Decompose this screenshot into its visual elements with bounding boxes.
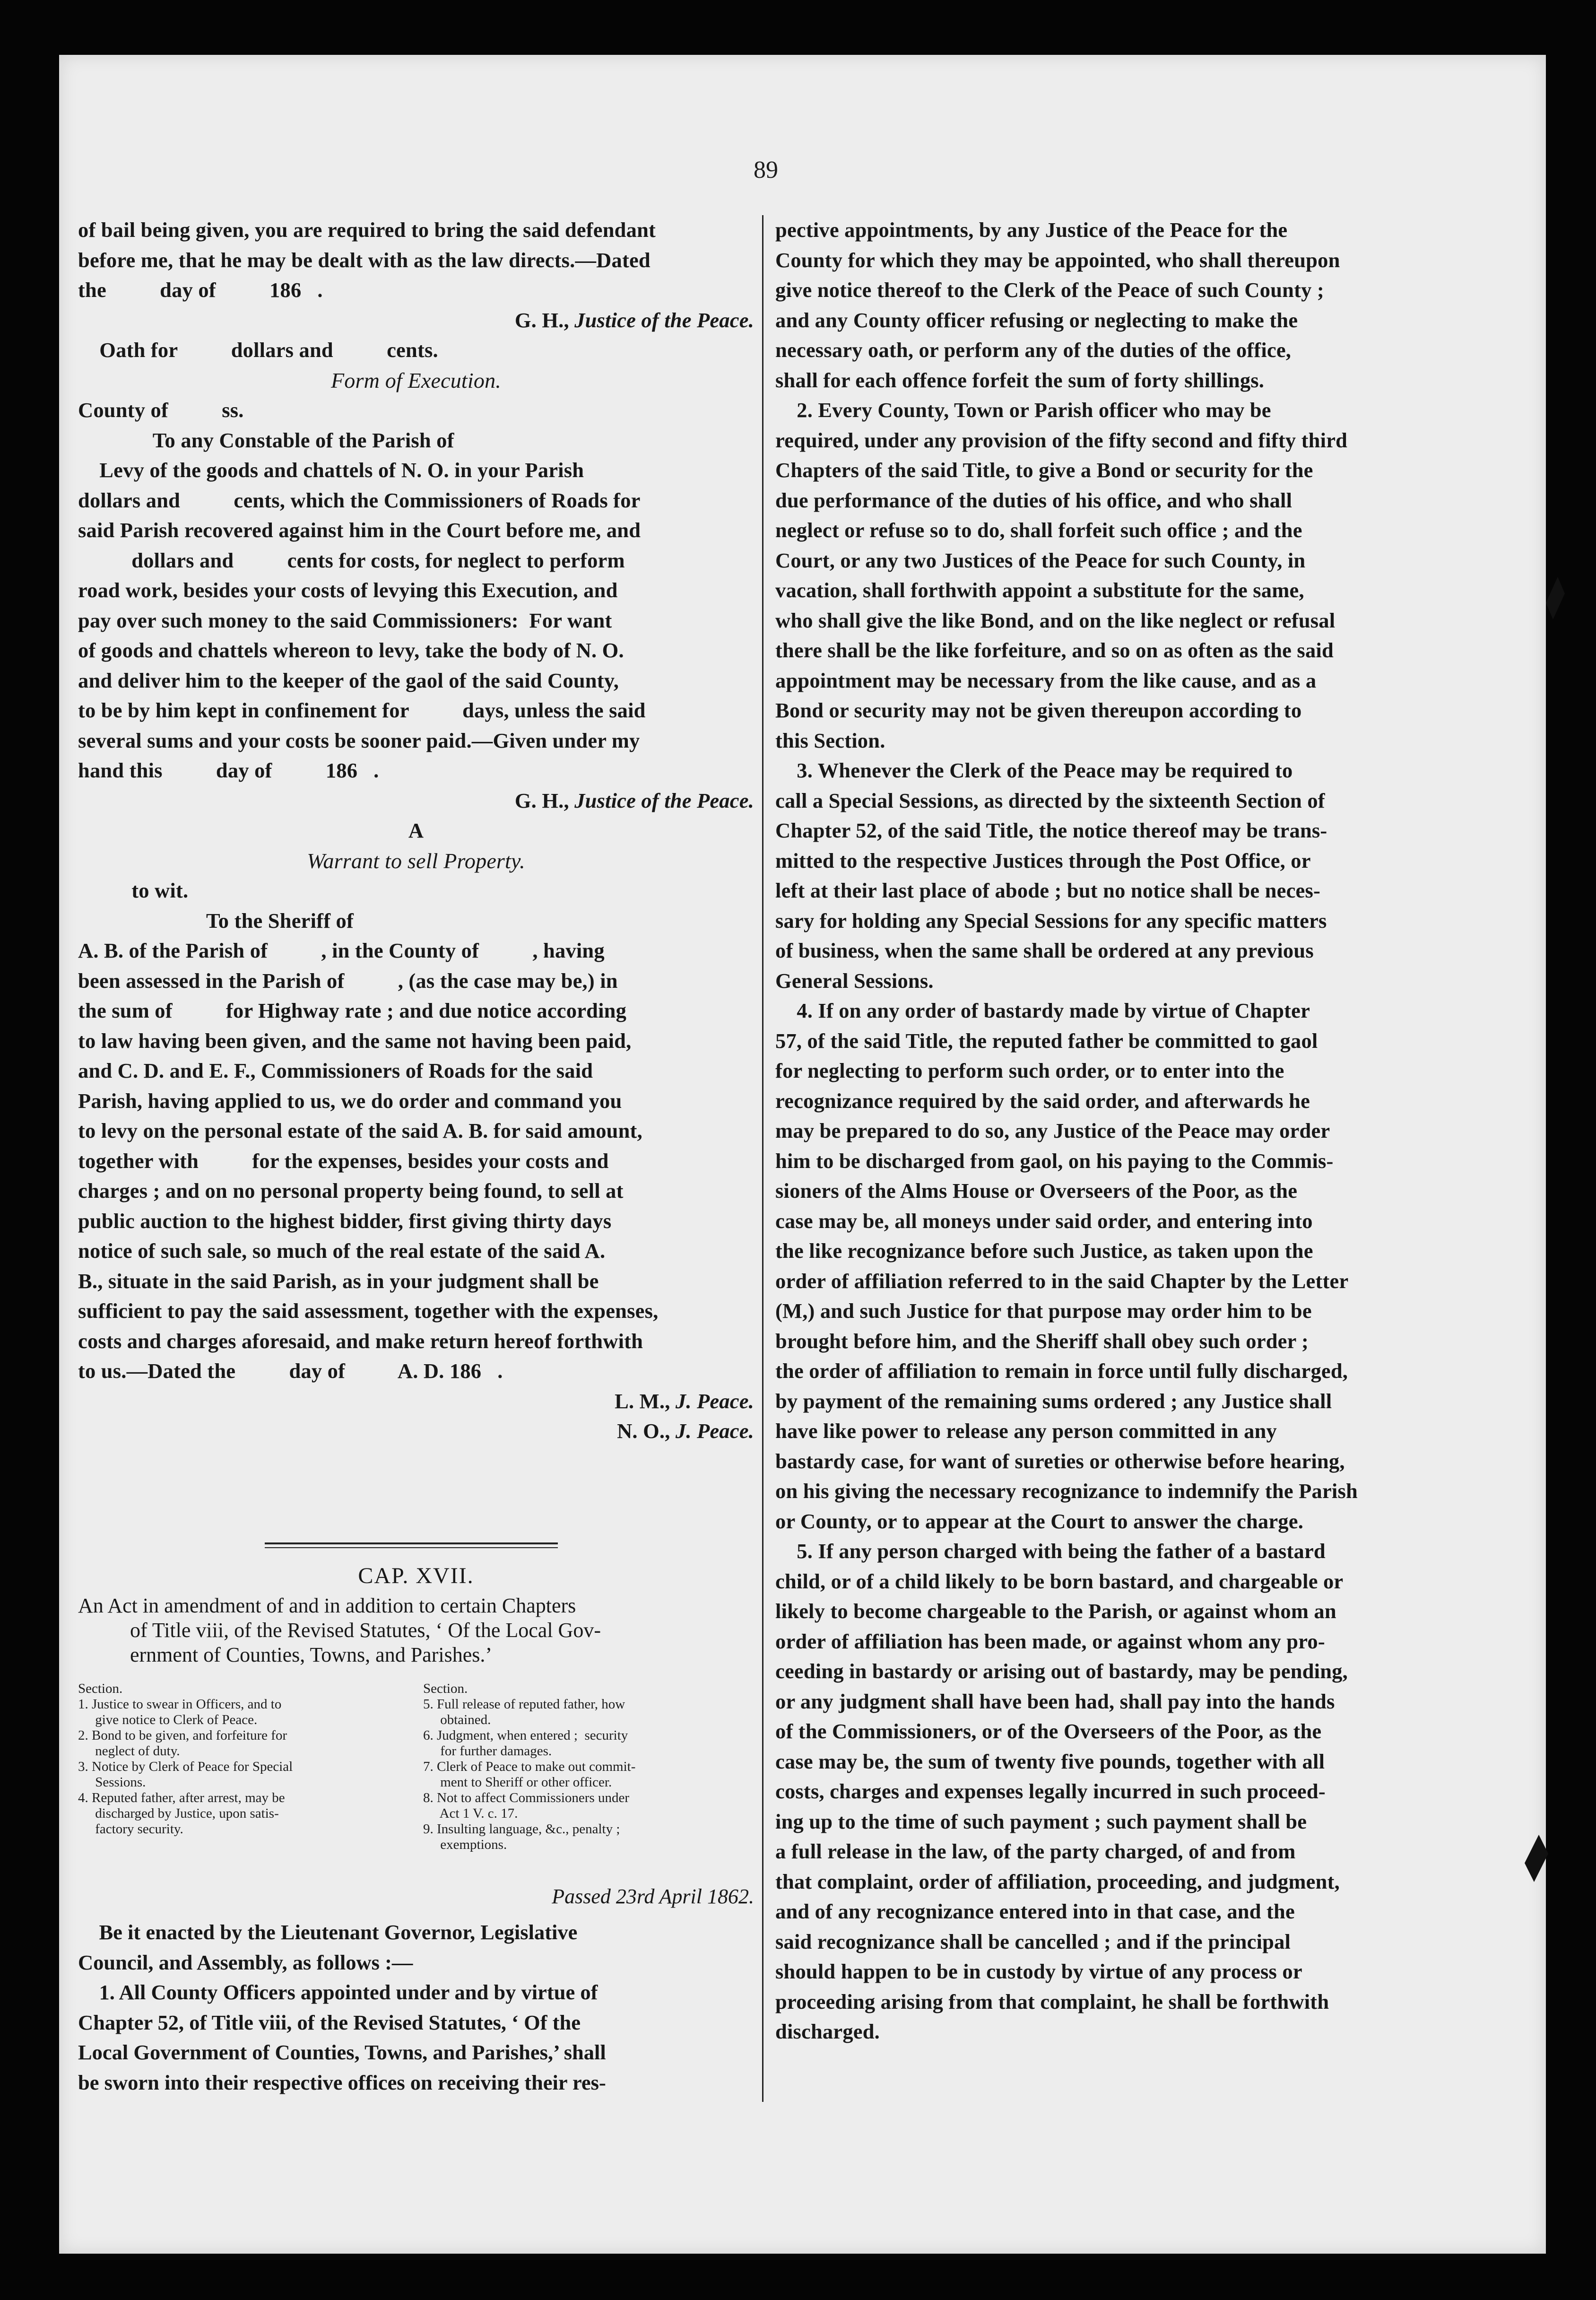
text-line: and C. D. and E. F., Commissioners of Roads for the said bbox=[78, 1059, 593, 1082]
text-line: or County, or to appear at the Court to answer the charge. bbox=[775, 1509, 1304, 1533]
text-line: the sum of for Highway rate ; and due notice according bbox=[78, 999, 627, 1022]
right-column bbox=[775, 215, 1442, 2047]
section-summary-entry: ment to Sheriff or other officer. bbox=[423, 1775, 612, 1790]
text-line: by payment of the remaining sums ordered ; any Justice shall bbox=[775, 1389, 1332, 1413]
text-line: To any Constable of the Parish of bbox=[78, 428, 454, 452]
text-line: call a Special Sessions, as directed by the sixteenth Section of bbox=[775, 788, 1325, 812]
text-line: B., situate in the said Parish, as in your judgment shall be bbox=[78, 1269, 599, 1293]
text-line: and deliver him to the keeper of the gaol of the said County, bbox=[78, 668, 619, 692]
text-line: costs and charges aforesaid, and make return hereof forthwith bbox=[78, 1329, 643, 1353]
chapter-heading: CAP. XVII. bbox=[358, 1563, 474, 1588]
section-summary-entry: 5. Full release of reputed father, how bbox=[423, 1697, 625, 1712]
signature-line: G. H., Justice of the Peace. bbox=[514, 308, 754, 332]
section-summary-entry: Sessions. bbox=[78, 1775, 146, 1790]
text-line: necessary oath, or perform any of the duties of the office, bbox=[775, 338, 1292, 362]
text-line: to law having been given, and the same not having been paid, bbox=[78, 1028, 632, 1053]
text-line: Chapter 52, of the said Title, the notice thereof may be trans- bbox=[775, 819, 1327, 842]
page-number: 89 bbox=[754, 157, 778, 183]
section-summary-entry: 3. Notice by Clerk of Peace for Special bbox=[78, 1759, 293, 1774]
text-line: General Sessions. bbox=[775, 968, 934, 993]
text-line: that complaint, order of affiliation, proceeding, and judgment, bbox=[775, 1869, 1340, 1893]
section-summary-entry: factory security. bbox=[78, 1821, 183, 1837]
text-line: Court, or any two Justices of the Peace for such County, in bbox=[775, 548, 1306, 572]
text-line: sary for holding any Special Sessions for any specific matters bbox=[775, 908, 1327, 932]
text-line: pay over such money to the said Commissioners: For want bbox=[78, 608, 612, 632]
act-title bbox=[78, 1594, 754, 1667]
signature-line: G. H., Justice of the Peace. bbox=[514, 788, 754, 812]
enacting-line: Be it enacted by the Lieutenant Governor, Legislative bbox=[78, 1920, 578, 1944]
text-line: charges ; and on no personal property being found, to sell at bbox=[78, 1179, 624, 1202]
text-line: To the Sheriff of bbox=[78, 908, 354, 932]
section-summary-entry: Act 1 V. c. 17. bbox=[423, 1806, 518, 1821]
text-line: 2. Every County, Town or Parish officer who may be bbox=[775, 398, 1271, 422]
section-summary-entry: discharged by Justice, upon satis- bbox=[78, 1806, 279, 1821]
section-summary-entry: 4. Reputed father, after arrest, may be bbox=[78, 1790, 285, 1805]
text-line: likely to become chargeable to the Parish, or against whom an bbox=[775, 1599, 1336, 1623]
text-line: County of ss. bbox=[78, 398, 244, 422]
text-line: recognizance required by the said order, and afterwards he bbox=[775, 1089, 1310, 1113]
text-line: dollars and cents, which the Commissioners of Roads for bbox=[78, 488, 641, 512]
text-line: may be prepared to do so, any Justice of the Peace may order bbox=[775, 1119, 1330, 1142]
section-summary-entry: give notice to Clerk of Peace. bbox=[78, 1712, 258, 1727]
section-summary-entry: 9. Insulting language, &c., penalty ; bbox=[423, 1821, 620, 1837]
text-line: 3. Whenever the Clerk of the Peace may be required to bbox=[775, 758, 1293, 782]
enacting-line: Council, and Assembly, as follows :— bbox=[78, 1950, 413, 1974]
text-line: and of any recognizance entered into in that case, and the bbox=[775, 1899, 1295, 1923]
text-line: him to be discharged from gaol, on his paying to the Commis- bbox=[775, 1149, 1334, 1173]
text-line: give notice thereof to the Clerk of the Peace of such County ; bbox=[775, 278, 1324, 302]
act-title-line: of Title viii, of the Revised Statutes, ‘ Of the Local Gov- bbox=[130, 1619, 601, 1642]
section-rule-thin bbox=[265, 1547, 558, 1548]
text-line: of the Commissioners, or of the Overseers of the Poor, as the bbox=[775, 1719, 1322, 1743]
section-summary-entry: exemptions. bbox=[423, 1837, 507, 1852]
text-line: should happen to be in custody by virtue of any process or bbox=[775, 1960, 1302, 1983]
form-heading: Form of Execution. bbox=[330, 368, 501, 392]
enacting-clause bbox=[78, 1917, 754, 2098]
column-divider bbox=[762, 215, 763, 2102]
text-line: sioners of the Alms House or Overseers of the Poor, as the bbox=[775, 1179, 1298, 1202]
text-line: together with for the expenses, besides your costs and bbox=[78, 1149, 609, 1173]
text-line: been assessed in the Parish of , (as the case may be,) in bbox=[78, 968, 618, 993]
text-line: on his giving the necessary recognizance to indemnify the Parish bbox=[775, 1479, 1358, 1503]
text-line: Parish, having applied to us, we do order and command you bbox=[78, 1089, 622, 1113]
text-line: Bond or security may not be given thereupon according to bbox=[775, 698, 1302, 722]
text-line: dollars and cents for costs, for neglect to perform bbox=[78, 548, 625, 572]
text-line: mitted to the respective Justices through the Post Office, or bbox=[775, 848, 1311, 872]
text-line: of goods and chattels whereon to levy, take the body of N. O. bbox=[78, 638, 624, 662]
text-line: left at their last place of abode ; but no notice shall be neces- bbox=[775, 879, 1321, 902]
text-line: child, or of a child likely to be born bastard, and chargeable or bbox=[775, 1569, 1344, 1593]
text-line: discharged. bbox=[775, 2020, 880, 2043]
text-line: before me, that he may be dealt with as the law directs.—Dated bbox=[78, 248, 651, 272]
text-line: 5. If any person charged with being the father of a bastard bbox=[775, 1539, 1326, 1563]
section-summary-left bbox=[78, 1681, 404, 1837]
text-line: a full release in the law, of the party charged, of and from bbox=[775, 1839, 1296, 1863]
section-summary-entry: for further damages. bbox=[423, 1743, 552, 1759]
text-line: ceeding in bastardy or arising out of bastardy, may be pending, bbox=[775, 1659, 1348, 1683]
text-line: case may be, the sum of twenty five pounds, together with all bbox=[775, 1749, 1325, 1773]
form-heading: Warrant to sell Property. bbox=[307, 848, 525, 873]
text-line: A. B. of the Parish of , in the County of , having bbox=[78, 939, 605, 962]
text-line: Levy of the goods and chattels of N. O. in your Parish bbox=[78, 458, 584, 482]
text-line: of business, when the same shall be ordered at any previous bbox=[775, 939, 1314, 962]
text-line: vacation, shall forthwith appoint a substitute for the same, bbox=[775, 578, 1304, 602]
text-line: several sums and your costs be sooner paid.—Given under my bbox=[78, 728, 640, 752]
text-line: said recognizance shall be cancelled ; and if the principal bbox=[775, 1929, 1291, 1953]
section-summary-entry: obtained. bbox=[423, 1712, 491, 1727]
section-summary-entry: neglect of duty. bbox=[78, 1743, 180, 1759]
text-line: hand this day of 186 . bbox=[78, 758, 379, 782]
section-rule-thick bbox=[265, 1542, 558, 1544]
text-line: Oath for dollars and cents. bbox=[78, 338, 438, 362]
text-line: shall for each offence forfeit the sum of forty shillings. bbox=[775, 368, 1265, 392]
section-summary-entry: 1. Justice to swear in Officers, and to bbox=[78, 1697, 282, 1712]
text-line: brought before him, and the Sheriff shall obey such order ; bbox=[775, 1329, 1309, 1353]
text-line: proceeding arising from that complaint, he shall be forthwith bbox=[775, 1989, 1329, 2013]
text-line: ing up to the time of such payment ; such payment shall be bbox=[775, 1809, 1307, 1833]
section-summary-entry: 7. Clerk of Peace to make out commit- bbox=[423, 1759, 636, 1774]
text-line: said Parish recovered against him in the Court before me, and bbox=[78, 518, 641, 542]
text-line: public auction to the highest bidder, first giving thirty days bbox=[78, 1209, 612, 1233]
text-line: who shall give the like Bond, and on the like neglect or refusal bbox=[775, 608, 1336, 632]
text-line: the order of affiliation to remain in force until fully discharged, bbox=[775, 1359, 1348, 1383]
section-summary-entry: 8. Not to affect Commissioners under bbox=[423, 1790, 630, 1805]
text-line: order of affiliation referred to in the said Chapter by the Letter bbox=[775, 1269, 1349, 1293]
text-line: to us.—Dated the day of A. D. 186 . bbox=[78, 1359, 503, 1383]
text-line: the like recognizance before such Justice, as taken upon the bbox=[775, 1239, 1313, 1263]
text-line: case may be, all moneys under said order, and entering into bbox=[775, 1209, 1313, 1233]
text-line: pective appointments, by any Justice of the Peace for the bbox=[775, 218, 1288, 242]
text-line: have like power to release any person committed in any bbox=[775, 1419, 1277, 1443]
text-line: 57, of the said Title, the reputed father be committed to gaol bbox=[775, 1028, 1318, 1053]
enacting-line: Local Government of Counties, Towns, and Parishes,’ shall bbox=[78, 2040, 606, 2064]
text-line: County for which they may be appointed, who shall thereupon bbox=[775, 248, 1340, 272]
signature-line: L. M., J. Peace. bbox=[615, 1389, 754, 1413]
passed-date: Passed 23rd April 1862. bbox=[552, 1885, 754, 1908]
text-line: costs, charges and expenses legally incurred in such proceed- bbox=[775, 1779, 1326, 1803]
text-line: there shall be the like forfeiture, and so on as often as the said bbox=[775, 638, 1334, 662]
section-summary-entry: Section. bbox=[423, 1681, 468, 1696]
text-line: of bail being given, you are required to bring the said defendant bbox=[78, 218, 656, 242]
text-line: neglect or refuse so to do, shall forfeit such office ; and the bbox=[775, 518, 1302, 542]
text-line: for neglecting to perform such order, or to enter into the bbox=[775, 1059, 1284, 1082]
text-line: A bbox=[408, 819, 424, 842]
text-line: this Section. bbox=[775, 728, 885, 752]
act-title-line: ernment of Counties, Towns, and Parishes.’ bbox=[130, 1643, 493, 1666]
text-line: required, under any provision of the fifty second and fifty third bbox=[775, 428, 1348, 452]
act-title-line: An Act in amendment of and in addition to certain Chapters bbox=[78, 1594, 576, 1617]
section-summary-right bbox=[423, 1681, 754, 1853]
text-line: notice of such sale, so much of the real estate of the said A. bbox=[78, 1239, 606, 1263]
enacting-line: 1. All County Officers appointed under and by virtue of bbox=[78, 1980, 598, 2004]
text-line: road work, besides your costs of levying this Execution, and bbox=[78, 578, 618, 602]
text-line: the day of 186 . bbox=[78, 278, 323, 302]
section-summary-entry: 2. Bond to be given, and forfeiture for bbox=[78, 1728, 287, 1743]
section-summary-entry: Section. bbox=[78, 1681, 123, 1696]
enacting-line: Chapter 52, of Title viii, of the Revised Statutes, ‘ Of the bbox=[78, 2010, 581, 2034]
text-line: sufficient to pay the said assessment, together with the expenses, bbox=[78, 1299, 659, 1323]
left-column bbox=[78, 215, 754, 1446]
signature-line: N. O., J. Peace. bbox=[617, 1419, 754, 1443]
text-line: to wit. bbox=[78, 879, 189, 902]
text-line: 4. If on any order of bastardy made by virtue of Chapter bbox=[775, 999, 1310, 1022]
text-line: appointment may be necessary from the like cause, and as a bbox=[775, 668, 1317, 692]
enacting-line: be sworn into their respective offices on receiving their res- bbox=[78, 2070, 606, 2094]
text-line: to be by him kept in confinement for days, unless the said bbox=[78, 698, 646, 722]
text-line: bastardy case, for want of sureties or otherwise before hearing, bbox=[775, 1449, 1345, 1473]
text-line: to levy on the personal estate of the said A. B. for said amount, bbox=[78, 1119, 642, 1142]
text-line: and any County officer refusing or neglecting to make the bbox=[775, 308, 1298, 332]
text-line: order of affiliation has been made, or against whom any pro- bbox=[775, 1629, 1325, 1653]
section-summary-entry: 6. Judgment, when entered ; security bbox=[423, 1728, 628, 1743]
text-line: Chapters of the said Title, to give a Bond or security for the bbox=[775, 458, 1313, 482]
text-line: due performance of the duties of his office, and who shall bbox=[775, 488, 1292, 512]
text-line: (M,) and such Justice for that purpose may order him to be bbox=[775, 1299, 1312, 1323]
text-line: or any judgment shall have been had, shall pay into the hands bbox=[775, 1689, 1335, 1713]
